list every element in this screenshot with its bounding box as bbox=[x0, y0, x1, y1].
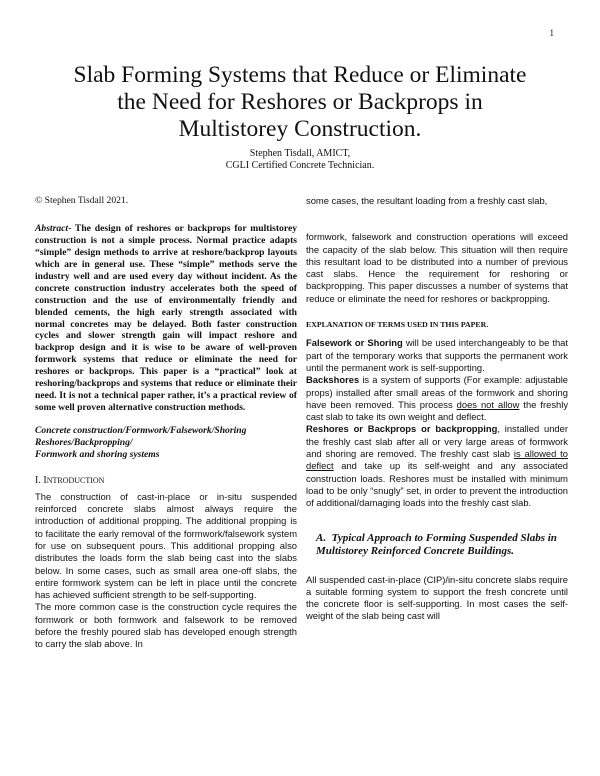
keywords-line-3: Formwork and shoring systems bbox=[35, 448, 160, 460]
term-reshores-definition-a: , installed under the freshly cast slab after all or very large areas of formwork and shoring are removed. The freshly cast slab bbox=[306, 423, 568, 460]
author-block bbox=[100, 148, 500, 172]
intro-paragraph-2: The more common case is the construction cycle requires the formwork or both formwork and falsework to be removed before the freshly poured slab has developed enough strength to carry the slab above. In bbox=[35, 601, 297, 650]
term-reshores-label: Reshores or Backprops or backpropping bbox=[306, 423, 498, 435]
terms-heading: EXPLANATION OF TERMS USED IN THIS PAPER. bbox=[306, 320, 489, 330]
title-line-2: the Need for Reshores or Backprops in bbox=[117, 89, 483, 115]
abstract bbox=[35, 223, 297, 414]
term-reshores bbox=[306, 423, 568, 509]
term-reshores-definition-b: and take up its self-weight and any associated construction loads. Reshores must be installed with minimum load to be only “snugly” set, in order to prevent the introduction of additional/damaging loads into the freshly cast slab. bbox=[306, 460, 568, 509]
title-line-1: Slab Forming Systems that Reduce or Eliminate bbox=[73, 62, 527, 88]
copyright-notice: © Stephen Tisdall 2021. bbox=[35, 195, 129, 206]
page-number: 1 bbox=[549, 28, 554, 38]
continued-paragraph-line: some cases, the resultant loading from a freshly cast slab, bbox=[306, 195, 548, 206]
author-credential: CGLI Certified Concrete Technician. bbox=[225, 160, 375, 171]
abstract-text: - The design of reshores or backprops for multistorey construction is not a simple process. Normal practice adapts “simple” design methods to arrive at reshore/backprop layouts which are in general use. These “simple” methods serve the industry well and are used every day without incident. As the concrete construction industry accelerates both the speed of construction and the use of environmentally friendly and blended cements, the high early strength associated with normal concretes may be delayed. Both faster construction cycles and slower strength gain will impact reshore and backprop design and it is wise to be aware of well-proven formwork systems that reduce or eliminate the need for reshores or backprops. This paper is a “practical” look at reshoring/backprops and systems that reduce or eliminate their need. It is not a technical paper rather, it’s a practical review of some well proven alternative construction methods. bbox=[35, 223, 297, 413]
subsection-paragraph: All suspended cast-in-place (CIP)/in-situ concrete slabs require a suitable forming system to support the fresh concrete until the concrete floor is self-supporting. In most cases the self-weight of the slab being cast will bbox=[306, 573, 568, 622]
term-reshores-emphasis: is allowed to deflect bbox=[306, 448, 568, 472]
term-backshores-label: Backshores bbox=[306, 374, 360, 386]
section-heading-introduction bbox=[35, 475, 297, 487]
keywords bbox=[35, 425, 297, 461]
term-falsework-definition: will be used interchangeably to be that part of the temporary works that supports the permanent work until the permanent work is self-supporting. bbox=[306, 337, 568, 373]
title-line-3: Multistorey Construction. bbox=[178, 116, 422, 142]
term-backshores-definition-b: the freshly cast slab to take its own weight and deflect. bbox=[306, 398, 569, 423]
subsection-letter: A. bbox=[316, 531, 327, 544]
section-numeral: I. bbox=[35, 474, 41, 486]
continued-paragraph: formwork, falsework and construction operations will exceed the capacity of the slab below. This situation will then require this resultant load to be distributed into a number of previous cast slabs. Hence the requirement for reshoring or backpropping. This paper discusses a number of systems that reduce or eliminate the need for reshores or backpropping. bbox=[306, 231, 568, 304]
subsection-heading bbox=[316, 532, 568, 558]
paper-title bbox=[40, 62, 560, 143]
subsection-title: Typical Approach to Forming Suspended Slabs in Multistorey Reinforced Concrete Buildings. bbox=[316, 531, 557, 557]
term-falsework-label: Falsework or Shoring bbox=[306, 337, 403, 349]
term-backshores-emphasis: does not allow bbox=[456, 398, 520, 410]
term-backshores bbox=[306, 374, 568, 423]
term-falsework bbox=[306, 337, 568, 374]
intro-paragraph-1: The construction of cast-in-place or in-situ suspended reinforced concrete slabs almost always require the introduction of additional propping. The additional propping is to facilitate the early removal of the formwork/falsework system for use on subsequent pours. This additional propping also distributes the loads form the slab being cast into the slabs below. In some cases, such as small area one-off slabs, the entire formwork system can be left in place until the concrete has achieved sufficient strength to be self-supporting. bbox=[35, 490, 297, 601]
right-column bbox=[306, 195, 568, 623]
section-title-initial: I bbox=[43, 474, 47, 486]
term-backshores-definition-a: is a system of supports (For example: adjustable props) installed after small areas of the formwork and shoring have been removed. This process bbox=[306, 374, 568, 410]
keywords-line-2: Reshores/Backpropping/ bbox=[35, 436, 133, 448]
section-title-rest: NTRODUCTION bbox=[46, 475, 105, 485]
author-name: Stephen Tisdall, AMICT, bbox=[249, 148, 351, 159]
abstract-lead: Abstract bbox=[35, 223, 69, 235]
keywords-line-1: Concrete construction/Formwork/Falsework/Shoring bbox=[35, 424, 247, 436]
left-column bbox=[35, 195, 297, 651]
